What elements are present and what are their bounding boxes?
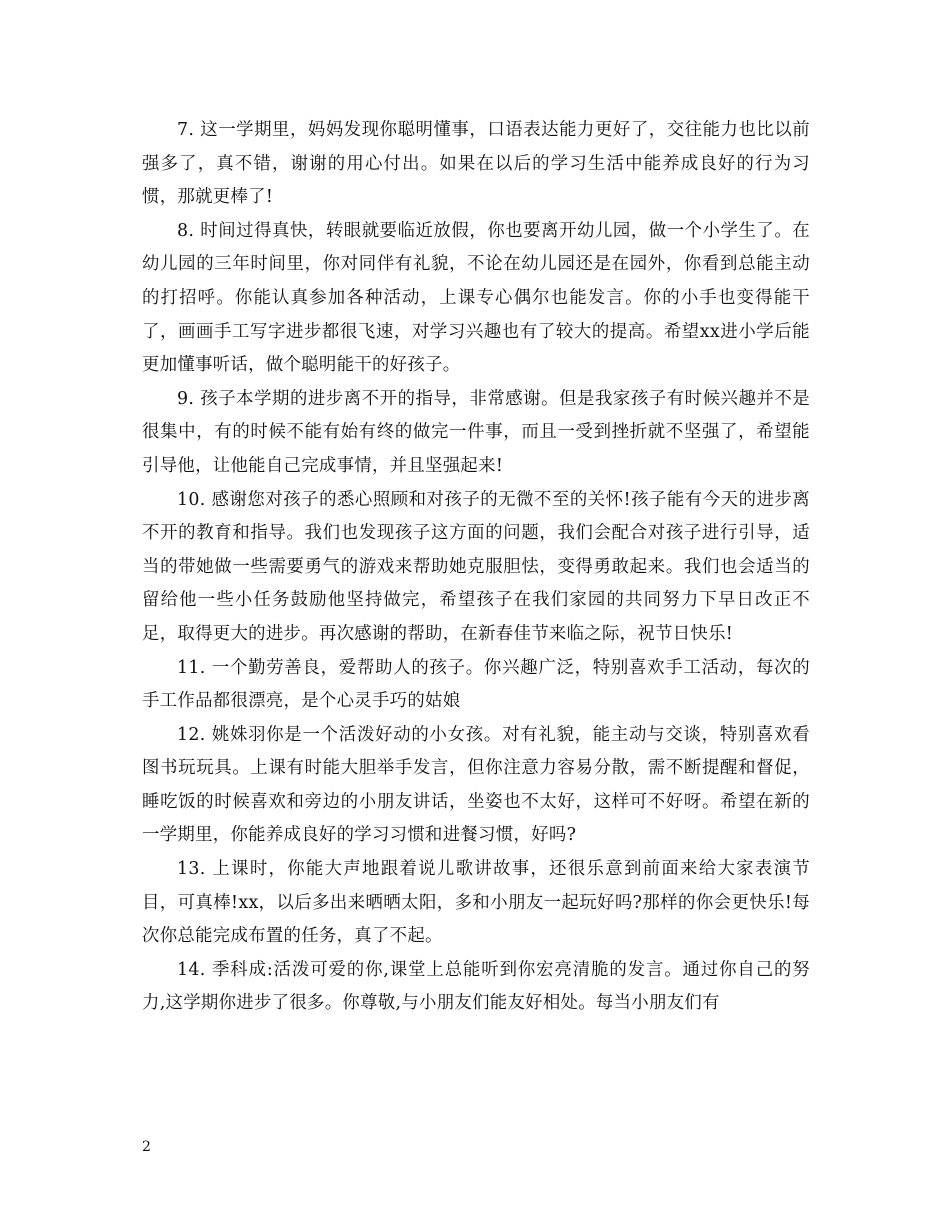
paragraph-12: 12. 姚姝羽你是一个活泼好动的小女孩。对有礼貌，能主动与交谈，特别喜欢看图书玩玩具。上课有时能大胆举手发言，但你注意力容易分散，需不断提醒和督促，睡吃饭的时候喜欢和旁边的小朋友讲话，坐姿也不太好，这样可不好呀。希望在新的一学期里，你能养成良好的学习习惯和进餐习惯，好吗?	[142, 724, 810, 846]
paragraph-7: 7. 这一学期里，妈妈发现你聪明懂事，口语表达能力更好了，交往能力也比以前强多了，真不错，谢谢的用心付出。如果在以后的学习生活中能养成良好的行为习惯，那就更棒了!	[142, 120, 810, 208]
paragraph-10: 10. 感谢您对孩子的悉心照顾和对孩子的无微不至的关怀!孩子能有今天的进步离不开的教育和指导。我们也发现孩子这方面的问题，我们会配合对孩子进行引导，适当的带她做一些需要勇气的游戏来帮助她克服胆怯，变得勇敢起来。我们也会适当的留给他一些小任务鼓励他坚持做完，希望孩子在我们家园的共同努力下早日改正不足，取得更大的进步。再次感谢的帮助，在新春佳节来临之际，祝节日快乐!	[142, 489, 810, 644]
page-number: 2	[142, 1139, 151, 1155]
paragraph-13: 13. 上课时，你能大声地跟着说儿歌讲故事，还很乐意到前面来给大家表演节目，可真棒!xx，以后多出来晒晒太阳，多和小朋友一起玩好吗?那样的你会更快乐!每次你总能完成布置的任务，真了不起。	[142, 859, 810, 947]
paragraph-8: 8. 时间过得真快，转眼就要临近放假，你也要离开幼儿园，做一个小学生了。在幼儿园的三年时间里，你对同伴有礼貌，不论在幼儿园还是在园外，你看到总能主动的打招呼。你能认真参加各种活动，上课专心偶尔也能发言。你的小手也变得能干了，画画手工写字进步都很飞速，对学习兴趣也有了较大的提高。希望xx进小学后能更加懂事听话，做个聪明能干的好孩子。	[142, 220, 810, 376]
paragraph-9: 9. 孩子本学期的进步离不开的指导，非常感谢。但是我家孩子有时候兴趣并不是很集中，有的时候不能有始有终的做完一件事，而且一受到挫折就不坚强了，希望能引导他，让他能自己完成事情，并且坚强起来!	[142, 388, 810, 476]
document-body	[142, 114, 810, 1021]
paragraph-14: 14. 季科成:活泼可爱的你,课堂上总能听到你宏亮清脆的发言。通过你自己的努力,这学期你进步了很多。你尊敬,与小朋友们能友好相处。每当小朋友们有	[142, 959, 810, 1014]
paragraph-11: 11. 一个勤劳善良，爱帮助人的孩子。你兴趣广泛，特别喜欢手工活动，每次的手工作品都很漂亮，是个心灵手巧的姑娘	[142, 657, 810, 712]
